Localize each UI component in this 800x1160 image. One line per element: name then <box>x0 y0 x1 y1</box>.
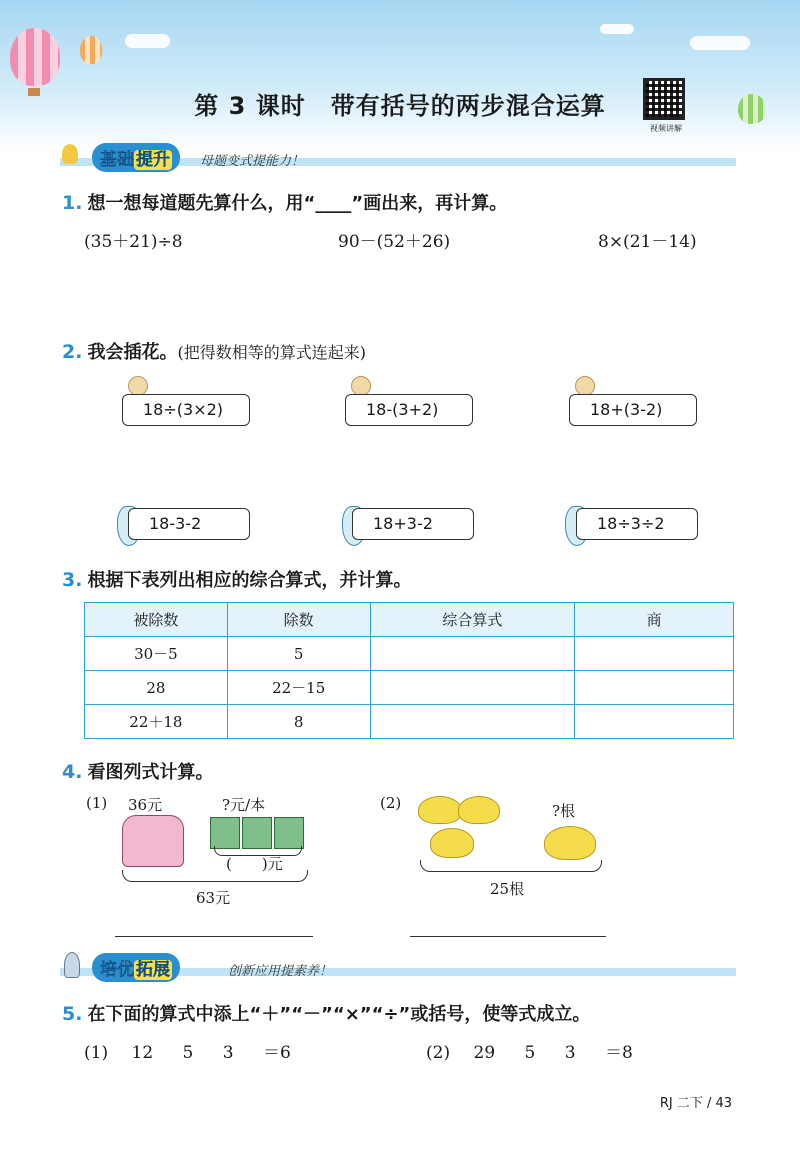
answer-line-1[interactable] <box>115 936 313 937</box>
table-cell: 22－15 <box>227 671 370 705</box>
answer-cell[interactable] <box>575 671 734 705</box>
q5-item-1: (1) 12 5 3 ＝6 <box>84 1043 291 1063</box>
table-header-row <box>85 603 734 637</box>
q1-expression-3: 8×(21－14) <box>598 232 697 252</box>
table-header: 被除数 <box>85 603 228 637</box>
answer-line-2[interactable] <box>410 936 606 937</box>
vase-card-3[interactable]: 18÷3÷2 <box>576 508 698 540</box>
vase-card-2[interactable]: 18+3-2 <box>352 508 474 540</box>
answer-cell[interactable] <box>370 705 575 739</box>
schoolbag-icon <box>122 815 184 867</box>
banana-icon <box>544 826 596 860</box>
qr-caption: 视频讲解 <box>650 124 682 133</box>
table-header: 综合算式 <box>370 603 575 637</box>
question-2-text: 我会插花。 <box>87 342 178 363</box>
flower-icon <box>128 376 148 396</box>
table-cell: 22＋18 <box>85 705 228 739</box>
table-header: 商 <box>575 603 734 637</box>
answer-cell[interactable] <box>370 671 575 705</box>
flower-card-2[interactable]: 18-(3+2) <box>345 394 473 426</box>
total-brace <box>122 870 308 882</box>
question-3: 3. 根据下表列出相应的综合算式，并计算。 <box>62 569 412 591</box>
book-icon <box>210 817 240 849</box>
part-1-label: (1) <box>86 794 108 812</box>
hot-air-balloon-icon <box>80 36 102 64</box>
book-icon <box>274 817 304 849</box>
question-5: 5. 在下面的算式中添上“＋”“－”“×”“÷”或括号，使等式成立。 <box>62 1003 591 1025</box>
total-price: 63元 <box>196 889 231 907</box>
page-footer: RJ 二下 / 43 <box>659 1096 732 1111</box>
table-cell: 8 <box>227 705 370 739</box>
answer-cell[interactable] <box>575 637 734 671</box>
flower-card-1[interactable]: 18÷(3×2) <box>122 394 250 426</box>
hot-air-balloon-icon <box>10 28 60 86</box>
total-count: 25根 <box>490 880 525 898</box>
question-3-text: 根据下表列出相应的综合算式，并计算。 <box>87 570 412 591</box>
part-2-label: (2) <box>380 794 402 812</box>
book-icon <box>242 817 272 849</box>
q1-expression-2: 90－(52＋26) <box>338 232 451 252</box>
table-row <box>85 705 734 739</box>
book-unit-price: ?元/本 <box>222 796 266 814</box>
section-subtitle: 母题变式提能力！ <box>200 154 305 169</box>
bag-price: 36元 <box>128 796 163 814</box>
question-2: 2. 我会插花。(把得数相等的算式连起来) <box>62 341 367 363</box>
cloud-icon <box>690 36 750 50</box>
section-badge-basic: 基础 提升 <box>92 143 180 172</box>
banana-icon <box>430 828 474 858</box>
books-total-blank[interactable]: ( )元 <box>226 855 283 873</box>
q5-item-2: (2) 29 5 3 ＝8 <box>426 1043 633 1063</box>
data-table <box>84 602 734 739</box>
section-badge-advanced: 培优 拓展 <box>92 953 180 982</box>
q1-expression-1: (35＋21)÷8 <box>84 232 183 252</box>
total-brace <box>420 860 602 872</box>
lightbulb-icon <box>62 144 78 164</box>
banana-icon <box>458 796 500 824</box>
rocket-icon <box>64 952 80 978</box>
question-1-text: 想一想每道题先算什么，用“____”画出来，再计算。 <box>87 193 508 214</box>
answer-cell[interactable] <box>370 637 575 671</box>
question-5-text: 在下面的算式中添上“＋”“－”“×”“÷”或括号，使等式成立。 <box>87 1004 591 1025</box>
table-cell: 5 <box>227 637 370 671</box>
flower-icon <box>575 376 595 396</box>
qr-code-icon[interactable] <box>643 78 685 120</box>
table-row <box>85 671 734 705</box>
table-cell: 30－5 <box>85 637 228 671</box>
question-4-text: 看图列式计算。 <box>87 762 214 783</box>
table-cell: 28 <box>85 671 228 705</box>
cloud-icon <box>600 24 634 34</box>
lesson-title: 第 3 课时 带有括号的两步混合运算 <box>194 92 606 120</box>
answer-cell[interactable] <box>575 705 734 739</box>
unknown-count: ?根 <box>552 802 576 820</box>
flower-icon <box>351 376 371 396</box>
vase-card-1[interactable]: 18-3-2 <box>128 508 250 540</box>
flower-card-3[interactable]: 18+(3-2) <box>569 394 697 426</box>
section-subtitle: 创新应用提素养！ <box>228 964 333 979</box>
cloud-icon <box>125 34 170 48</box>
question-1: 1. 想一想每道题先算什么，用“____”画出来，再计算。 <box>62 192 508 214</box>
question-4: 4. 看图列式计算。 <box>62 761 214 783</box>
banana-icon <box>418 796 462 824</box>
question-2-note: (把得数相等的算式连起来) <box>177 343 367 362</box>
table-header: 除数 <box>227 603 370 637</box>
table-row <box>85 637 734 671</box>
